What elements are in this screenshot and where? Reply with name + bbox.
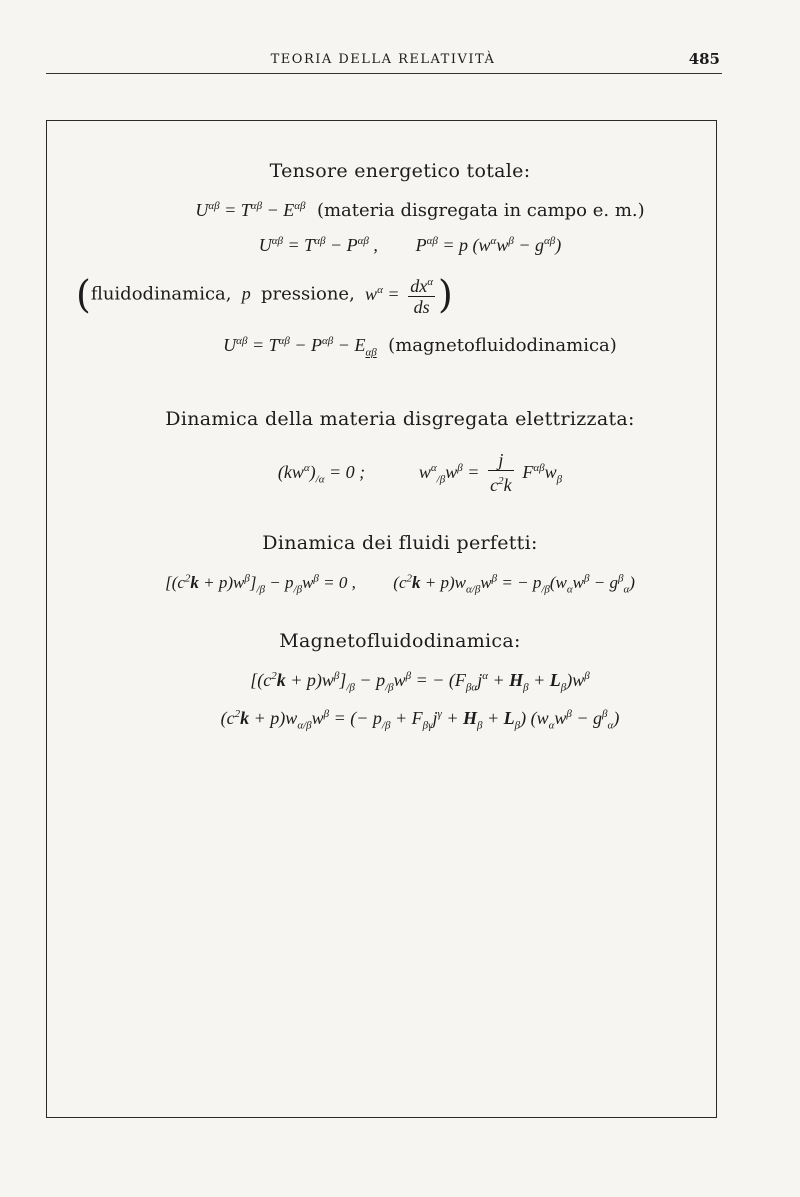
- equation-perfect-fluids: $[(c^2k + p)w^\beta]_{/\beta} - p_{/\beta}w^\beta = 0$ , $(c^2k + p)w_{\alpha/\beta}w^\beta$ = − $p_{/\beta}(w_\alpha w^\beta - g^\beta_\alpha)$: [165, 572, 635, 596]
- formula-box: [46, 120, 717, 1118]
- equation-tensor-fluid: $U^{\alpha\beta} = T^{\alpha\beta} - P^{\alpha\beta}$ , $P^{\alpha\beta} = p$ $(w^\alpha w^\beta - g^{\alpha\beta})$: [258, 235, 562, 255]
- equation-tensor-mhd: $U^{\alpha\beta} = T^{\alpha\beta} - P^{\alpha\beta} - E_{\alpha\beta}$ (magnetofluidodinamica): [223, 335, 617, 359]
- equation-fluid-definitions: (fluidodinamica, p pressione, $w^\alpha$ = $\frac{dx^\alpha}{ds}$ ): [76, 272, 453, 317]
- section-heading-charged-matter: Dinamica della materia disgregata elettrizzata:: [165, 408, 635, 430]
- equation-tensor-em: $U^{\alpha\beta} = T^{\alpha\beta} - E^{\alpha\beta}$ (materia disgregata in campo e. m.): [195, 200, 645, 221]
- equation-note: (materia disgregata in campo e. m.): [316, 200, 645, 221]
- section-heading-perfect-fluids: Dinamica dei fluidi perfetti:: [262, 532, 538, 554]
- pressure-label: pressione,: [260, 283, 355, 305]
- fluid-note: fluidodinamica,: [90, 283, 232, 305]
- equation-charged-matter: $(kw^\alpha)_{/\alpha} = 0$ ; $w^\alpha_{/\beta}w^\beta$ = $\frac{j}{c^2k}$ $F^{\alpha\beta}w_\beta$: [277, 450, 563, 495]
- page-number: 485: [688, 50, 720, 68]
- running-title: TEORIA DELLA RELATIVITÀ: [270, 52, 496, 67]
- section-heading-mhd: Magnetofluidodinamica:: [279, 630, 521, 652]
- header-rule: [46, 73, 722, 74]
- section-heading-energy-tensor: Tensore energetico totale:: [269, 160, 531, 182]
- page-header: [46, 50, 720, 74]
- equation-mhd-1: $[(c^2k + p)w^\beta]_{/\beta} - p_{/\beta}w^\beta$ = − $(F_{\beta\alpha}j^\alpha + H_\beta + L_\beta)w^\beta$: [250, 670, 590, 694]
- equation-mhd-2: $(c^2k + p)w_{\alpha/\beta}w^\beta$ = (− $p_{/\beta} + F_{\beta\gamma}j^\gamma + H_\beta + L_\beta$) $(w_\alpha w^\beta - g^\beta_\alpha)$: [220, 708, 620, 732]
- equation-note: (magnetofluidodinamica): [388, 335, 617, 356]
